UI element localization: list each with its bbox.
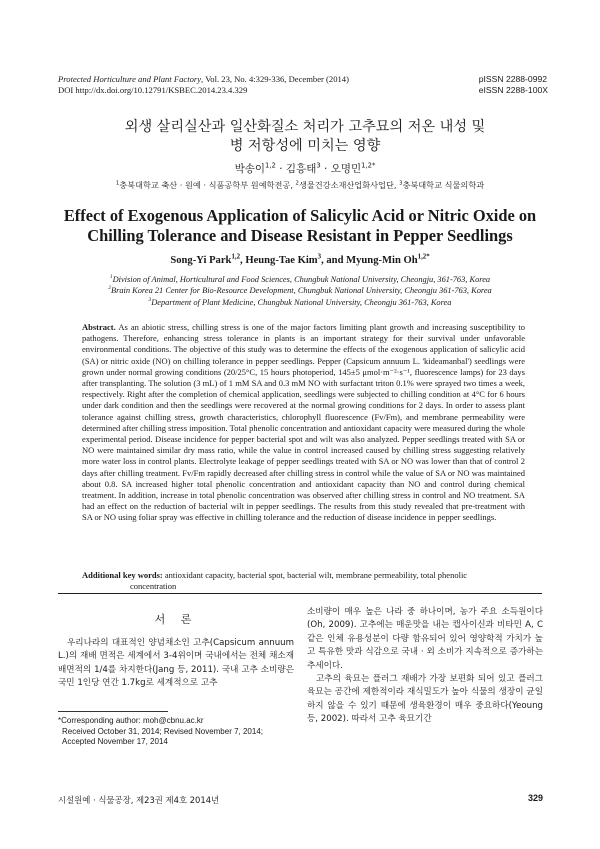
intro-paragraph-2: 고추의 육묘는 플러그 재배가 가장 보편화 되어 있고 플러그 육묘는 공간에 제한적이라 재식밀도가 높아 식물의 생장이 균일하지 않을 수 있기 때문에 생육환경이 매우 중요하다(Yeoung 등, 2002). 따라서 고추 육묘기간 [307, 674, 543, 725]
korean-affiliation-1: 충북대학교 축산 · 원예 · 식품공학부 원예학전공, [119, 180, 296, 190]
korean-title-line2: 병 저항성에 미치는 영향 [229, 138, 381, 154]
author-separator: , and [321, 255, 347, 266]
page-number: 329 [527, 793, 543, 803]
korean-title-line1: 외생 살리실산과 일산화질소 처리가 고추묘의 저온 내성 및 [124, 119, 486, 135]
abstract-label: Abstract. [82, 322, 116, 332]
pissn: pISSN 2288-0992 [478, 74, 548, 84]
body-column-left [58, 637, 294, 691]
affiliation-text: Division of Animal, Horticultural and Food Sciences, Chungbuk National University, Cheongju, 361-763, Korea [112, 275, 491, 284]
korean-author-2-sup: 3 [316, 161, 321, 170]
keywords-text-continued: concentration [130, 581, 177, 592]
korean-title [70, 118, 540, 156]
aff-sup: 3 [399, 180, 403, 187]
keywords [82, 570, 525, 592]
doi-link[interactable]: DOI http://dx.doi.org/10.12791/KSBEC.2014.23.4.329 [58, 85, 248, 95]
korean-affiliation-2: 생물건강소재산업화사업단, [298, 180, 400, 190]
korean-author-1-sup: 1,2 [265, 161, 276, 170]
section-heading-introduction: 서 론 [154, 613, 198, 626]
english-author-3: Myung-Min Oh [346, 255, 418, 266]
eissn: eISSN 2288-100X [478, 85, 548, 95]
aff-sup: 1 [109, 274, 113, 281]
footnote [58, 716, 298, 748]
english-title-line1: Effect of Exogenous Application of Salicylic Acid or Nitric Oxide on [63, 206, 537, 225]
korean-author-3-sup: 1,2* [361, 161, 376, 170]
received-dates: Received October 31, 2014; Revised November 7, 2014; [62, 726, 264, 736]
abstract-text: As an abiotic stress, chilling stress is one of the major factors limiting plant growth and increasing susceptibility to pathogens. Therefore, enhancing stress tolerance in plants is an important strategy for their survival under unfavorable environmental conditions. The objective of this study was to determine the effects of the exogenous application of salicylic acid (SA) or nitric oxide (NO) on chilling tolerance in pepper seedlings. Pepper (Capsicum annuum L. 'kideamanbal') seedlings were grown under normal growing conditions (20/25°C, 15 hours photoperiod, 145±5 μmol·m⁻²·s⁻¹, fluorescence lamps) for 23 days after transplanting. The solution (3 mL) of 1 mM SA and 0.3 mM NO with surfactant triton 0.1% were sprayed two times a week, respectively. Right after the completion of chemical application, seedlings were subjected to chilling condition at 4°C for 6 hours under dark condition and then the seedlings were recovered at the normal growing conditions for 2 days. In order to assess plant tolerance against chilling stress, growth characteristics, chlorophyll fluorescence (Fv/Fm), and membrane permeability were determined after chilling stress imposition. Total phenolic concentration and antioxidant capacity were measured during the whole experimental period. Disease incidence for pepper bacterial spot and wilt was also analyzed. Pepper seedlings treated with SA or NO were maintained similar dry mass ratio, while the value in control increased caused by chilling stress suggesting relatively more water loss in control plants. Electrolyte leakage of pepper seedlings treated with SA or NO was lower than that of control 2 days after chilling treatment. Fv/Fm rapidly decreased after chilling stress in control while the value of SA or NO was maintained about 0.8. SA increased higher total phenolic concentration and antioxidant capacity than NO and control during chemical treatment. In addition, increase in total phenolic concentration was observed after chilling stress in control and NO treatment. SA had an effect on the reduction of bacterial wilt in pepper seedlings. The results from this study revealed that pre-treatment with SA or NO using foliar spray was effective in chilling tolerance and the reduction of disease incidence in pepper seedlings. [82, 322, 526, 523]
footer-journal: 시설원예 · 식물공장, 제23권 제4호 2014년 [58, 795, 220, 805]
journal-citation: , Vol. 23, No. 4:329-336, December (2014) [201, 74, 349, 84]
korean-affiliation-3: 충북대학교 식물의학과 [402, 180, 485, 190]
korean-author-2: 김흥태 [285, 163, 317, 175]
english-author-2-sup: 3 [317, 253, 322, 261]
english-author-3-sup: 1,2* [417, 253, 430, 261]
abstract [82, 322, 525, 524]
author-separator: , [240, 255, 246, 266]
affiliation-text: Department of Plant Medicine, Chungbuk National University, Cheongju 361-763, Korea [151, 297, 452, 307]
english-author-1: Song-Yi Park [170, 255, 232, 266]
english-authors [40, 255, 560, 266]
korean-authors [70, 161, 540, 176]
english-author-2: Heung-Tae Kim [245, 255, 318, 266]
aff-sup: 2 [108, 285, 111, 292]
keywords-label: Additional key words: [82, 570, 163, 580]
english-title-line2: Chilling Tolerance and Disease Resistant in Pepper Seedlings [87, 226, 513, 245]
journal-header [58, 74, 349, 96]
accepted-date: Accepted November 17, 2014 [62, 737, 168, 747]
author-separator: · [320, 163, 331, 175]
aff-sup: 1 [115, 180, 120, 187]
english-title [40, 206, 560, 246]
korean-author-3: 오명민 [330, 163, 362, 175]
english-author-1-sup: 1,2 [231, 253, 241, 261]
footnote-divider [58, 711, 168, 712]
korean-affiliations [40, 180, 560, 191]
korean-author-1: 박송이 [234, 163, 266, 175]
issn-block [479, 74, 548, 96]
body-column-right [307, 606, 543, 727]
corresponding-author: *Corresponding author: moh@cbnu.ac.kr [58, 716, 204, 725]
journal-name: Protected Horticulture and Plant Factory [58, 74, 202, 84]
english-affiliation-2 [40, 285, 560, 296]
aff-sup: 2 [295, 180, 299, 187]
english-affiliation-1 [40, 274, 560, 285]
english-affiliations [40, 274, 560, 308]
intro-paragraph-1-continued: 소비량이 매우 높은 나라 중 하나이며, 농가 주요 소득원이다(Oh, 2009). 고추에는 매운맛을 내는 캡사이신과 비타민 A, C 같은 인체 유용성분이 다량 함유되어 있어 영양학적 가치가 높고 특유한 맛과 식감으로 국내 · 외 소비가 지속적으로 증가하는 추세이다. [307, 607, 543, 671]
english-affiliation-3 [40, 297, 560, 308]
aff-sup: 3 [148, 296, 152, 303]
section-divider [58, 593, 542, 594]
keywords-text: antioxidant capacity, bacterial spot, bacterial wilt, membrane permeability, total phenolic [164, 570, 468, 580]
author-separator: · [275, 163, 286, 175]
affiliation-text: Brain Korea 21 Center for Bio-Resource Development, Chungbuk National University, Cheongju 361-763, Korea [110, 286, 492, 296]
intro-paragraph-1: 우리나라의 대표적인 양념채소인 고추(Capsicum annuum L.)의 재배 면적은 세계에서 3-4위이며 국내에서는 전체 채소재배면적의 1/4를 차지한다(Jang 등, 2011). 국내 고추 소비량은 국민 1인당 연간 1.7kg로 세계적으로 고추 [58, 638, 294, 689]
